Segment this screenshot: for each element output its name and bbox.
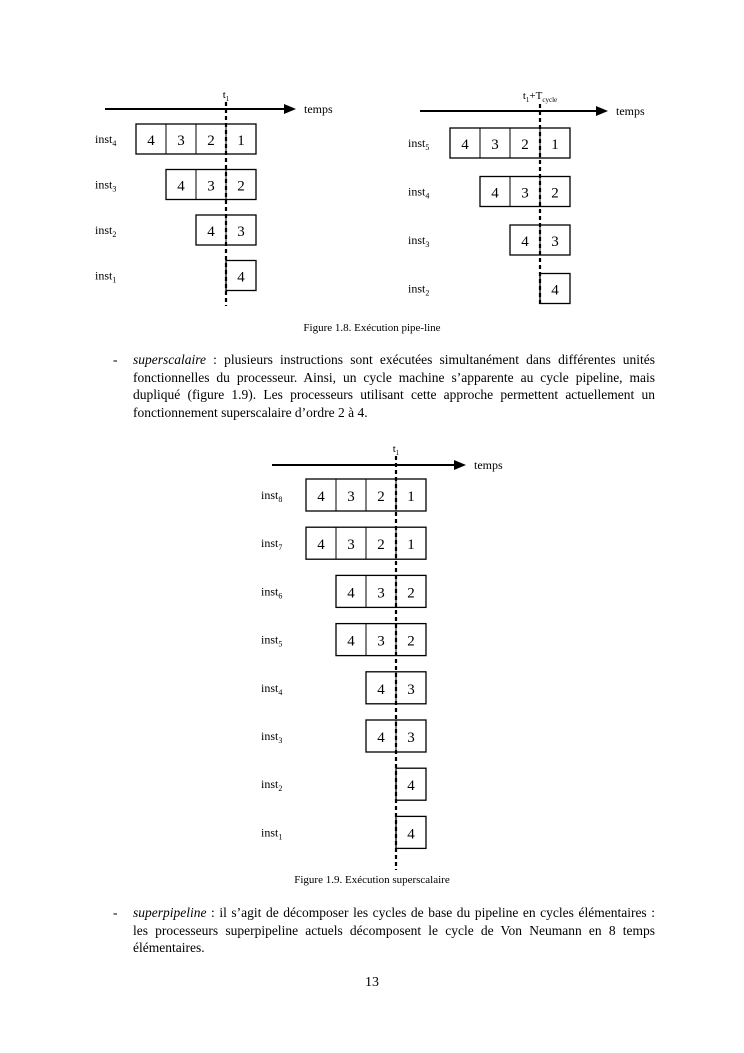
instruction-label (261, 584, 282, 600)
instruction-label (261, 729, 282, 745)
text-part: inst (261, 680, 279, 695)
subscript: 2 (425, 288, 430, 298)
instruction-label (95, 269, 116, 285)
instruction-label (261, 633, 282, 649)
text-part: 4 (317, 537, 325, 554)
stage-number (407, 778, 415, 794)
text-part: 3 (407, 681, 415, 698)
stage-number (407, 585, 415, 601)
stage-number (407, 730, 415, 746)
text-part: inst (261, 488, 279, 502)
paragraph-text: : il s’agit de décomposer les cycles de base du pipeline en cycles élémentaires : les processeurs superpipeline actuels décomposent le cycle de Von Neumann en 8 temps élémentaires. (133, 905, 655, 955)
stage-number (317, 489, 325, 505)
subscript: 2 (112, 230, 117, 239)
stage-number (177, 133, 185, 149)
time-marker-label (223, 89, 230, 103)
text-part: 4 (377, 681, 385, 698)
text-part: 3 (551, 234, 559, 250)
text-part: 3 (521, 185, 529, 202)
instruction-label (408, 282, 429, 298)
subscript: 4 (112, 139, 117, 148)
text-part: inst (261, 584, 279, 599)
text-part: 3 (347, 489, 355, 505)
stage-number (461, 137, 469, 153)
term-superpipeline: superpipeline (133, 905, 207, 920)
page-number: 13 (365, 975, 379, 990)
time-axis-arrowhead (596, 106, 608, 116)
stage-number (177, 179, 185, 195)
text-part: t (222, 89, 226, 101)
stage-number (207, 224, 215, 240)
text-part: 2 (521, 137, 529, 153)
subscript: 3 (278, 736, 283, 745)
text-part: 4 (317, 489, 325, 505)
stage-number (407, 826, 415, 842)
text-part: 4 (347, 585, 355, 602)
instruction-label (261, 681, 282, 697)
text-part: 2 (237, 178, 245, 195)
time-axis-label (474, 458, 503, 472)
text-part: 4 (347, 633, 355, 650)
text-part: 4 (207, 224, 215, 240)
stage-number (491, 137, 499, 153)
text-part: 1 (551, 137, 559, 153)
paragraph-text: : plusieurs instructions sont exécutées simultanément dans différentes unités fonctionnelles du processeur. Ainsi, un cycle machine s’apparente au cycle pipeline, mais dupliqué (figure 1.9). Les processeurs utilisant cette approche permettent actuellement un fonctionnement superscalaire d’ordre 2 à 4. (133, 352, 655, 420)
text-part: 4 (521, 234, 529, 250)
text-part: 3 (407, 730, 415, 746)
stage-number (377, 634, 385, 650)
time-marker-label (523, 90, 557, 104)
stage-number (407, 537, 415, 553)
subscript: 1 (278, 832, 283, 842)
instruction-label (261, 536, 282, 552)
stage-number (551, 234, 559, 250)
text-part: 4 (407, 826, 415, 843)
instruction-label (261, 777, 282, 793)
stage-number (347, 585, 355, 601)
subscript: 3 (112, 184, 117, 194)
pipeline-diagram-left (95, 89, 333, 306)
text-part: 3 (207, 178, 215, 195)
subscript: 1 (112, 275, 117, 285)
subscript: 3 (425, 240, 430, 249)
subscript: 5 (425, 143, 430, 152)
instruction-label (408, 233, 429, 249)
subscript: 6 (278, 591, 283, 601)
stage-number (347, 537, 355, 553)
instruction-label (95, 223, 116, 239)
figure-1-9 (0, 430, 744, 880)
text-part: inst (408, 233, 426, 247)
stage-number (407, 682, 415, 698)
subscript: 7 (278, 543, 283, 553)
text-part: inst (95, 223, 113, 237)
stage-number (207, 179, 215, 195)
stage-number (551, 137, 559, 153)
text-part: inst (95, 268, 113, 283)
stage-number (407, 634, 415, 650)
text-part: 4 (461, 137, 469, 153)
instruction-label (261, 488, 282, 504)
text-part: 2 (407, 585, 415, 602)
text-part: 1 (407, 537, 415, 554)
instruction-label (95, 178, 116, 194)
term-superscalaire: superscalaire (133, 352, 206, 367)
text-part: inst (261, 536, 279, 551)
text-part: inst (408, 184, 426, 199)
subscript: 2 (278, 784, 283, 794)
subscript: 4 (425, 191, 430, 201)
stage-number (377, 730, 385, 746)
text-part: 2 (377, 537, 385, 554)
stage-number (237, 133, 245, 149)
text-part: 1 (237, 133, 245, 149)
text-part: inst (261, 632, 279, 647)
figure-1-8 (0, 0, 744, 320)
paragraph-superscalaire (133, 351, 655, 421)
stage-number (377, 682, 385, 698)
stage-number (237, 179, 245, 195)
text-part: 3 (237, 224, 245, 240)
text-part: 3 (377, 633, 385, 650)
instruction-label (95, 132, 116, 148)
stage-number (317, 537, 325, 553)
text-part: 4 (551, 282, 559, 299)
text-part: 1 (407, 489, 415, 505)
time-axis-arrowhead (284, 104, 296, 114)
text-part: 2 (377, 489, 385, 505)
instruction-label (408, 185, 429, 201)
instruction-label (408, 136, 429, 152)
text-part: inst (95, 132, 113, 146)
text-part: inst (261, 825, 279, 840)
text-part: inst (408, 136, 426, 150)
bullet-dash: - (113, 352, 118, 367)
stage-number (551, 186, 559, 202)
text-part: temps (304, 102, 333, 116)
subscript: cycle (542, 96, 558, 104)
stage-number (207, 133, 215, 149)
figure-1-8-caption: Figure 1.8. Exécution pipe-line (303, 322, 441, 334)
stage-number (377, 489, 385, 505)
subscript: 1 (395, 449, 400, 457)
text-part: 4 (491, 185, 499, 202)
text-part: inst (261, 729, 279, 743)
text-part: 3 (347, 537, 355, 554)
subscript: 4 (278, 687, 283, 697)
stage-number (521, 186, 529, 202)
text-part: +T (529, 90, 543, 102)
subscript: 8 (278, 495, 283, 504)
text-part: temps (616, 104, 645, 118)
text-part: 4 (407, 778, 415, 795)
time-axis-label (616, 104, 645, 118)
stage-number (377, 537, 385, 553)
pipeline-diagram-right (408, 90, 645, 306)
stage-number (491, 186, 499, 202)
text-part: 2 (551, 185, 559, 202)
stage-number (521, 234, 529, 250)
stage-number (237, 270, 245, 286)
text-part: 3 (377, 585, 385, 602)
instruction-label (261, 825, 282, 841)
subscript: 1 (525, 96, 530, 104)
subscript: 5 (278, 639, 283, 649)
stage-number (237, 224, 245, 240)
figure-1-9-caption: Figure 1.9. Exécution superscalaire (294, 874, 450, 886)
text-part: inst (408, 281, 426, 296)
bullet-dash: - (113, 905, 118, 920)
stage-number (147, 133, 155, 149)
text-part: temps (474, 458, 503, 472)
stage-number (551, 283, 559, 299)
text-part: 4 (177, 178, 185, 195)
time-axis-arrowhead (454, 460, 466, 470)
text-part: t (392, 443, 396, 455)
stage-number (407, 489, 415, 505)
text-part: 2 (207, 133, 215, 149)
text-part: 3 (177, 133, 185, 149)
stage-number (347, 489, 355, 505)
text-part: 4 (147, 133, 155, 149)
stage-number (521, 137, 529, 153)
text-part: 4 (237, 269, 245, 286)
stage-number (377, 585, 385, 601)
text-part: inst (95, 177, 113, 192)
text-part: t (522, 90, 526, 102)
superscalar-diagram (261, 443, 503, 870)
time-axis-label (304, 102, 333, 116)
paragraph-superpipeline (133, 904, 655, 957)
time-marker-label (393, 443, 400, 457)
subscript: 1 (225, 95, 230, 103)
text-part: 4 (377, 730, 385, 746)
text-part: inst (261, 777, 279, 792)
text-part: 2 (407, 633, 415, 650)
stage-number (347, 634, 355, 650)
text-part: 3 (491, 137, 499, 153)
